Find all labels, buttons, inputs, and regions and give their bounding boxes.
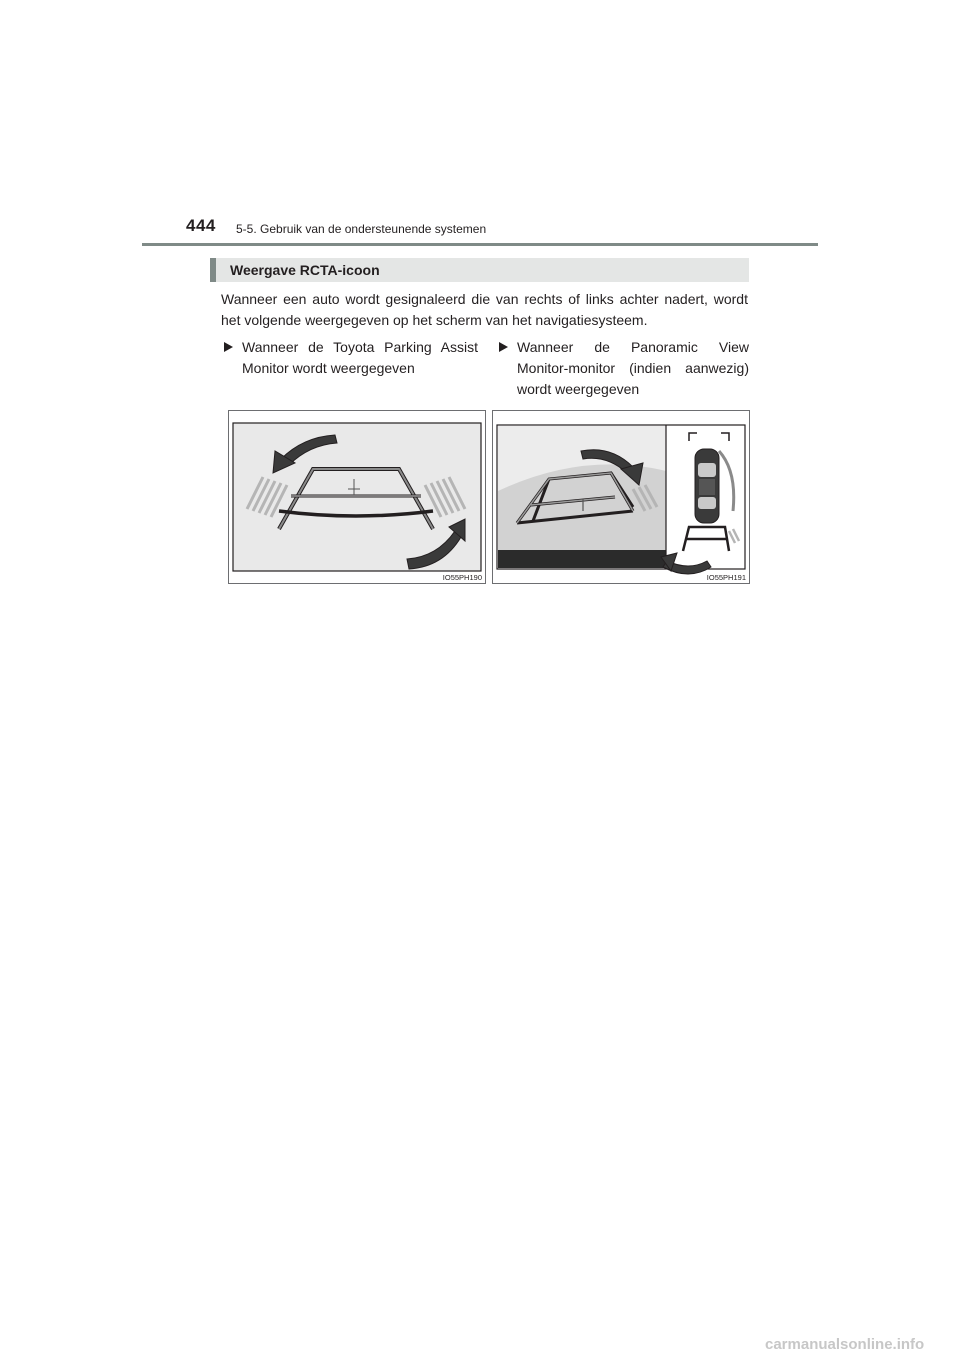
figure-parking-assist-monitor — [228, 410, 486, 584]
parking-assist-screen-illustration — [229, 411, 485, 583]
intro-paragraph: Wanneer een auto wordt gesignaleerd die van rechts of links achter nadert, wordt het volgende weergegeven op het scherm van het navigatiesysteem. — [221, 291, 748, 328]
vehicle-top-view-icon — [695, 449, 719, 523]
page-number: 444 — [186, 216, 216, 235]
chapter-title: 5-5. Gebruik van de ondersteunende systemen — [236, 222, 487, 236]
section-title: Weergave RCTA-icoon — [230, 262, 380, 278]
watermark: carmanualsonline.info — [765, 1336, 925, 1353]
camera-bottom-band — [498, 550, 666, 568]
panoramic-view-screen-illustration — [493, 411, 749, 583]
bullet-text: Wanneer de Panoramic View Monitor-monitor (indien aanwezig) wordt weergegeven — [517, 339, 749, 397]
bullet-parking-assist — [221, 337, 478, 379]
bullet-panoramic-view — [496, 337, 749, 400]
header-rule — [142, 243, 818, 246]
bullet-text: Wanneer de Toyota Parking Assist Monitor wordt weergegeven — [242, 339, 478, 376]
figure-code: IO55PH191 — [706, 573, 746, 582]
triangle-bullet-icon — [499, 342, 508, 352]
figure-panoramic-view-monitor — [492, 410, 750, 584]
triangle-bullet-icon — [224, 342, 233, 352]
section-heading-bar — [210, 258, 749, 282]
figure-code: IO55PH190 — [442, 573, 482, 582]
